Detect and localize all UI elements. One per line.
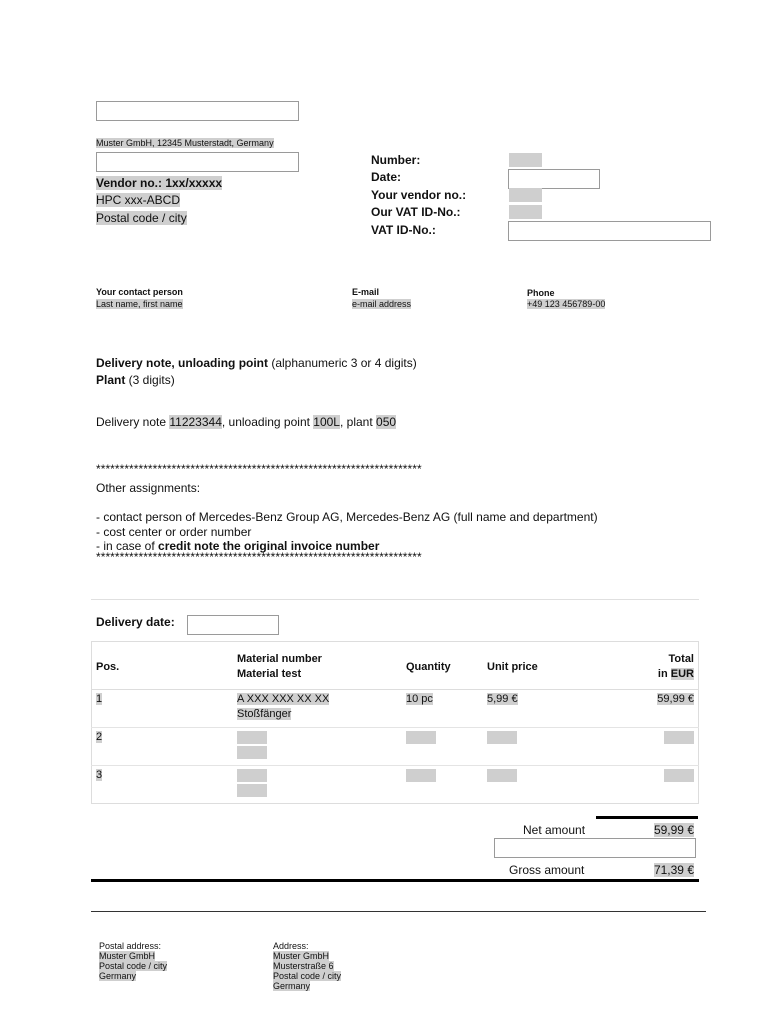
postal-address-block: Postal address: Muster GmbH Postal code / city Germany bbox=[99, 941, 168, 981]
delivery-note-value: 11223344 bbox=[169, 415, 222, 429]
row-qty bbox=[403, 766, 482, 804]
number-label: Number: bbox=[371, 153, 421, 167]
material-field[interactable] bbox=[237, 731, 267, 744]
row-material: A XXX XXX XX XX Stoßfänger bbox=[237, 693, 330, 720]
table-row bbox=[92, 728, 699, 766]
row-pos: 3 bbox=[96, 769, 103, 781]
row-total bbox=[597, 728, 699, 766]
gross-amount-value: 71,39 € bbox=[653, 863, 694, 877]
material-field[interactable] bbox=[237, 769, 267, 782]
sender-line: Muster GmbH, 12345 Musterstadt, Germany bbox=[96, 138, 274, 148]
col-pos: Pos. bbox=[96, 661, 120, 673]
totals-top-rule bbox=[596, 816, 698, 819]
total-field[interactable] bbox=[664, 769, 694, 782]
material-test-field[interactable] bbox=[237, 746, 267, 759]
net-amount-label: Net amount bbox=[523, 823, 586, 837]
material-test-field[interactable] bbox=[237, 784, 267, 797]
col-unit-price: Unit price bbox=[487, 661, 538, 673]
price-field[interactable] bbox=[487, 731, 517, 744]
stars-top: ********************************************************************* bbox=[96, 462, 422, 476]
items-table bbox=[91, 641, 699, 804]
net-amount-value: 59,99 € bbox=[653, 823, 694, 837]
table-header-row bbox=[92, 642, 699, 690]
number-field[interactable] bbox=[509, 153, 542, 167]
col-total: Total in EUR bbox=[657, 653, 694, 680]
unloading-point-value: 100L bbox=[313, 415, 340, 429]
assignments-title: Other assignments: bbox=[96, 481, 201, 495]
delivery-date-field[interactable] bbox=[187, 615, 279, 635]
gross-amount-label: Gross amount bbox=[509, 863, 585, 877]
delivery-date-label: Delivery date: bbox=[96, 615, 175, 629]
tax-field[interactable] bbox=[494, 838, 696, 858]
vendor-number: Vendor no.: 1xx/xxxxx bbox=[96, 176, 223, 190]
row-material bbox=[233, 766, 403, 804]
contact-person-label: Your contact person bbox=[96, 287, 183, 297]
phone-label: Phone bbox=[527, 288, 555, 298]
contact-person-value: Last name, first name bbox=[96, 299, 183, 309]
footer-rule bbox=[91, 911, 706, 912]
row-price: 5,99 € bbox=[487, 693, 518, 705]
date-label: Date: bbox=[371, 170, 402, 184]
vendor-code: HPC xxx-ABCD bbox=[96, 193, 181, 207]
row-price bbox=[482, 766, 597, 804]
row-price bbox=[482, 728, 597, 766]
stars-bottom: ********************************************************************* bbox=[96, 550, 422, 564]
vat-label: VAT ID-No.: bbox=[371, 223, 436, 237]
assignment-item-2: - cost center or order number bbox=[96, 525, 252, 539]
your-vendor-label: Your vendor no.: bbox=[371, 188, 467, 202]
qty-field[interactable] bbox=[406, 731, 436, 744]
date-field[interactable] bbox=[508, 169, 600, 189]
your-vendor-field[interactable] bbox=[509, 188, 542, 202]
email-value: e-mail address bbox=[352, 299, 412, 309]
total-field[interactable] bbox=[664, 731, 694, 744]
col-material: Material number Material test bbox=[237, 653, 322, 680]
row-total bbox=[597, 766, 699, 804]
row-pos: 1 bbox=[96, 693, 103, 705]
row-pos: 2 bbox=[96, 731, 103, 743]
qty-field[interactable] bbox=[406, 769, 436, 782]
row-material bbox=[233, 728, 403, 766]
price-field[interactable] bbox=[487, 769, 517, 782]
col-quantity: Quantity bbox=[406, 661, 451, 673]
recipient-name-field[interactable] bbox=[96, 152, 299, 172]
email-label: E-mail bbox=[352, 287, 380, 297]
totals-bottom-rule bbox=[91, 879, 699, 882]
our-vat-label: Our VAT ID-No.: bbox=[371, 205, 461, 219]
plant-value: 050 bbox=[376, 415, 397, 429]
divider bbox=[91, 599, 699, 600]
table-row bbox=[92, 766, 699, 804]
logo-field[interactable] bbox=[96, 101, 299, 121]
row-qty bbox=[403, 728, 482, 766]
phone-value: +49 123 456789-00 bbox=[527, 299, 606, 309]
delivery-info-line2: Plant (3 digits) bbox=[96, 373, 175, 387]
vendor-postal: Postal code / city bbox=[96, 211, 187, 225]
our-vat-field[interactable] bbox=[509, 205, 542, 219]
assignment-item-1: - contact person of Mercedes-Benz Group AG, Mercedes-Benz AG (full name and department) bbox=[96, 510, 598, 524]
vat-field[interactable] bbox=[508, 221, 711, 241]
address-block: Address: Muster GmbH Musterstraße 6 Postal code / city Germany bbox=[273, 941, 342, 991]
row-total: 59,99 € bbox=[657, 693, 694, 705]
delivery-note-line: Delivery note 11223344, unloading point 100L, plant 050 bbox=[96, 415, 397, 429]
delivery-info-line1: Delivery note, unloading point (alphanumeric 3 or 4 digits) bbox=[96, 356, 417, 370]
row-qty: 10 pc bbox=[406, 693, 433, 705]
table-row bbox=[92, 690, 699, 728]
assignment-item-3: - in case of credit note the original invoice number bbox=[96, 539, 380, 553]
